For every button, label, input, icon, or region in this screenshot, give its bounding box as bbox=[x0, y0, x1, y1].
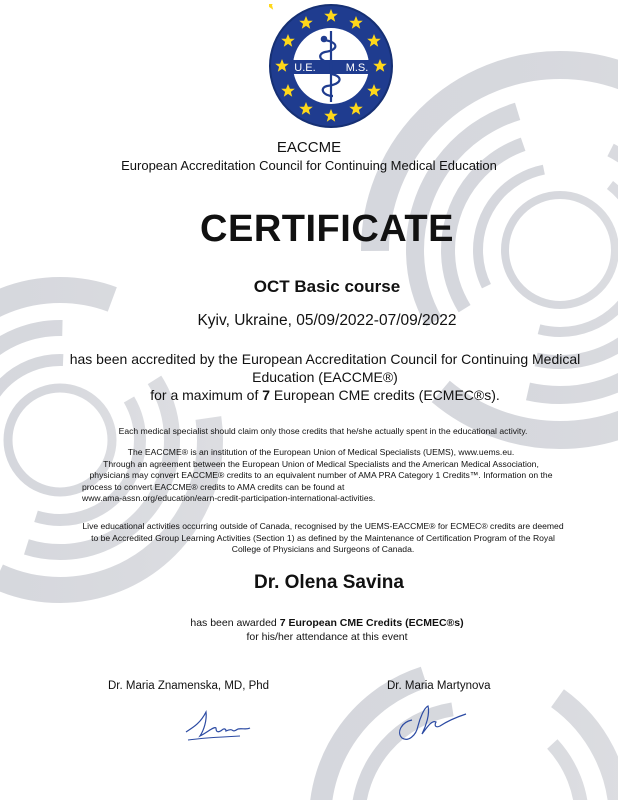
signature-left bbox=[180, 702, 260, 744]
credits-line: for a maximum of 7 European CME credits (ECMEC®s). bbox=[150, 387, 500, 403]
location-dates: Kyiv, Ukraine, 05/09/2022-07/09/2022 bbox=[197, 312, 457, 329]
org-acronym: EACCME bbox=[276, 139, 342, 156]
course-name: OCT Basic course bbox=[253, 277, 401, 296]
uems-logo bbox=[269, 4, 393, 128]
svg-text:M.S.: M.S. bbox=[345, 62, 369, 74]
accreditation-statement bbox=[0, 350, 618, 404]
accreditation-line-2: Education (EACCME®) bbox=[252, 369, 398, 385]
signatory-left-name: Dr. Maria Znamenska, MD, Phd bbox=[108, 680, 270, 692]
accreditation-line-1: has been accredited by the European Accreditation Council for Continuing Medical bbox=[69, 351, 581, 367]
claim-note: Each medical specialist should claim only those credits that he/she actually spent in the educational activity. bbox=[118, 426, 528, 436]
certificate-title: CERTIFICATE bbox=[200, 208, 454, 250]
award-statement: has been awarded 7 European CME Credits (ECMEC®s) for his/her attendance at this event bbox=[190, 617, 464, 643]
svg-text:U.E.: U.E. bbox=[294, 62, 316, 74]
signature-right bbox=[392, 700, 472, 744]
star-icon bbox=[269, 4, 276, 10]
signatory-right-name: Dr. Maria Martynova bbox=[387, 680, 491, 692]
credits-number: 7 bbox=[262, 387, 271, 403]
org-full-name: European Accreditation Council for Continuing Medical Education bbox=[121, 158, 497, 173]
recipient-name: Dr. Olena Savina bbox=[254, 572, 404, 593]
awarded-credits: 7 European CME Credits (ECMEC®s) bbox=[279, 617, 464, 629]
eaccme-info: The EACCME® is an institution of the European Union of Medical Specialists (UEMS), www.uems.eu. Through an agreement between the European Union of Medical Specialists and the American Medical Association, physicians may convert EACCME® credits to an equivalent number of AMA PRA Category 1 Credits™. Information on the process to convert EACCME® credits to AMA credits can be found at www.ama-assn.org/education/earn-credit-participation-international-activities. bbox=[82, 447, 553, 504]
live-activities-note: Live educational activities occurring outside of Canada, recognised by the UEMS-EACCME® for ECMEC® credits are deemed to be Accredited Group Learning Activities (Section 1) as defined by the Maintenance of Certification Program of the Royal College of Physicians and Surgeons of Canada. bbox=[82, 521, 564, 555]
